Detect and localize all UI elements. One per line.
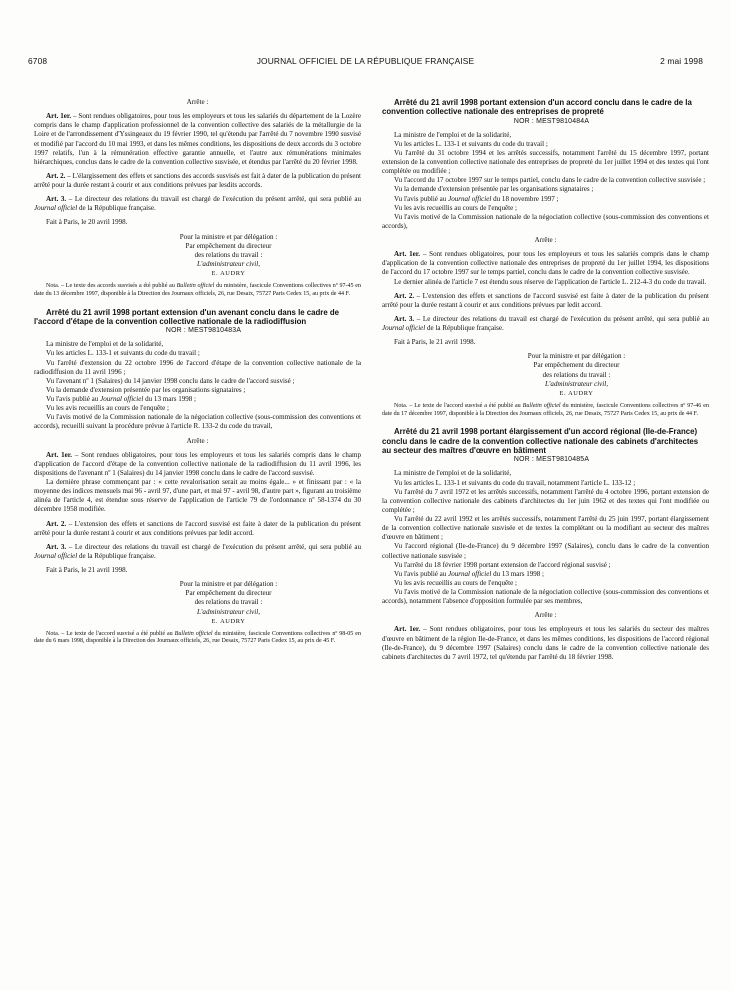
nota-note: Nota. – Le texte de l'accord susvisé a été publié au Bulletin officiel du ministère, fascicule Conventions collectives nº 98-05 en date du 6 mars 1998, disponible à la Direction des Journaux officiels, 26, rue Desaix, 75727 Paris Cedex 15, au prix de 45 F.	[34, 630, 361, 645]
recital: Vu l'avenant nº 1 (Salaires) du 14 janvier 1998 conclu dans le cadre de l'accord susvisé ;	[46, 376, 295, 385]
recital: Vu la demande d'extension présentée par les organisations signataires ;	[46, 385, 246, 394]
recital: Vu l'accord du 17 octobre 1997 sur le temps partiel, conclu dans le cadre de la convention collective susvisée ;	[394, 176, 706, 185]
recital: Vu l'accord régional (Ile-de-France) du 9 décembre 1997 (Salaires), conclu dans le cadre de la convention collective nationale susvisée ;	[382, 542, 709, 560]
recital: Vu l'arrêté du 31 octobre 1994 et les arrêtés successifs, notamment l'arrêté du 15 décembre 1997, portant extension de la convention collective nationale des entreprises de propreté du 1er juillet 1994 et des textes qui l'ont complétée ou modifiée ;	[382, 148, 709, 176]
recital: Vu l'arrêté du 22 avril 1992 et les arrêtés successifs, notamment l'arrêté du 25 juin 1997, portant élargissement de la convention collective nationale susvisée et de textes la complétant ou la modifiant au secteur des maîtres d'œuvre en bâtiment ;	[382, 515, 709, 542]
fait-a-paris: Fait à Paris, le 21 avril 1998.	[46, 566, 128, 574]
recital: Vu la demande d'extension présentée par les organisations signataires ;	[394, 185, 594, 194]
recital: Vu les articles L. 133-1 et suivants du code du travail, notamment l'article L. 133-12 ;	[394, 478, 636, 487]
recital: Vu l'arrêté du 18 février 1998 portant extension de l'accord régional susvisé ;	[394, 560, 611, 569]
fait-a-paris: Fait à Paris, le 21 avril 1998.	[394, 338, 476, 347]
signature-line: des relations du travail :	[194, 250, 263, 259]
article-1: Art. 1er. – Sont rendues obligatoires, pour tous les employeurs et tous les salariés compris dans le champ d'application de l'accord d'étape de la convention collective nationale de la radiodiffusion du 11 avril 1996, les dispositions de l'avenant nº 1 (Salaires) du 14 janvier 1998 conclu dans le cadre de l'accord susvisé.	[34, 450, 361, 477]
recital: La ministre de l'emploi et de la solidarité,	[46, 340, 164, 349]
decree-title: Arrêté du 21 avril 1998 portant extension d'un accord conclu dans le cadre de la convention collective nationale des entreprises de propreté	[382, 98, 692, 117]
arrete-heading: Arrête :	[186, 98, 209, 106]
article-1-extra: La dernière phrase commençant par : « cette revalorisation serait au moins égale... » et finissant par : « la moyenne des indices mensuels mai 96 - avril 97, d'une part, et mai 97 - avril 98, d'autre part », figurant au troisième alinéa de l'article 4, est étendue sous réserve de l'application de l'article 79 de l'ordonnance nº 58-1374 du 30 décembre 1958 modifiée.	[34, 478, 361, 514]
arrete-heading: Arrête :	[534, 236, 557, 245]
signature-line: Par empêchement du directeur	[533, 361, 620, 370]
nor-reference: NOR : MEST9810485A	[513, 456, 590, 464]
signature-line: Par empêchement du directeur	[185, 589, 272, 598]
arrete-heading: Arrête :	[186, 436, 209, 445]
page-header	[28, 56, 703, 66]
arrete-heading: Arrête :	[534, 611, 557, 620]
signature-line: L'administrateur civil,	[197, 259, 260, 268]
article-3: Art. 3. – Le directeur des relations du travail est chargé de l'exécution du présent arrêté, qui sera publié au Journal officiel de la République française.	[382, 314, 710, 333]
signature-line: des relations du travail :	[542, 370, 611, 379]
recital: Vu l'arrêté d'extension du 22 octobre 1996 de l'accord d'étape de la convention collective nationale de la radiodiffusion du 11 avril 1996 ;	[34, 358, 361, 376]
decree-title: Arrêté du 21 avril 1998 portant élargissement d'un accord régional (Ile-de-France) conclu dans le cadre de la convention collective nationale des cabinets d'architectes au secteur des maîtres d'œuvre en bâtiment	[382, 427, 699, 455]
issue-date: 2 mai 1998	[660, 56, 703, 66]
signature-line: L'administrateur civil,	[197, 607, 260, 616]
nota-note: Nota. – Le texte des accords susvisés a été publié au Bulletin officiel du ministère, fascicule Conventions collectives nº 97-45 en date du 13 décembre 1997, disponible à la Direction des Journaux officiels, 26, rue Desaix, 75727 Paris Cedex 15, au prix de 44 F.	[34, 283, 362, 297]
decree-title: Arrêté du 21 avril 1998 portant extension d'un avenant conclu dans le cadre de l'accord d'étape de la convention collective nationale de la radiodiffusion	[34, 307, 340, 326]
article-1: Art. 1er. – Sont rendues obligatoires, pour tous les employeurs et tous les salariés du secteur des maîtres d'œuvre en bâtiment de la région Ile-de-France, et dans les mêmes conditions, les dispositions de l'accord régional (Ile-de-France), du 9 décembre 1997 (Salaires) conclu dans le cadre de la convention collective nationale des cabinets d'architectes du 7 avril 1972, tel qu'étendu par l'arrêté du 18 février 1998.	[382, 625, 709, 661]
fait-a-paris: Fait à Paris, le 20 avril 1998.	[46, 218, 128, 227]
signature-line: Pour la ministre et par délégation :	[179, 580, 278, 589]
right-column	[382, 98, 709, 662]
signatory-name: E. AUDRY	[559, 389, 594, 397]
article-1: Art. 1er. – Sont rendues obligatoires, pour tous les employeurs et tous les salariés compris dans le champ d'application de la convention collective nationale des entreprises de propreté du 1er juillet 1994, les dispositions de l'accord du 17 octobre 1997 sur le temps partiel, conclu dans le cadre de la convention collective susvisée.	[382, 250, 709, 277]
article-3: Art. 3. – Le directeur des relations du travail est chargé de l'exécution du présent arrêté, qui sera publié au Journal officiel de la République française.	[34, 195, 362, 213]
journal-title: JOURNAL OFFICIEL DE LA RÉPUBLIQUE FRANÇAISE	[256, 56, 475, 66]
recital: Vu l'avis motivé de la Commission nationale de la négociation collective (sous-commission des conventions et accords), recueilli suivant la procédure prévue à l'article R. 133-2 du code du travail,	[34, 413, 361, 431]
signatory-name: E. AUDRY	[211, 270, 246, 277]
article-1: Art. 1er. – Sont rendues obligatoires, pour tous les employeurs et tous les salariés du département de la Lozère compris dans le champ d'application professionnel de la convention collective des salariés de la métallurgie de la Loire et de l'arrondissement d'Yssingeaux du 19 février 1990, tel qu'étendu par l'arrêté du 7 novembre 1990 susvisé et modifié par l'accord du 10 mai 1993, et dans les mêmes conditions, les dispositions de deux accords du 3 octobre 1997 relatifs, l'un à la rémunération effective garantie annuelle, et l'autre aux rémunérations minimales hiérarchiques, conclus dans le cadre de la convention collective susvisée, et étendus par l'arrêté du 20 février 1998.	[34, 112, 362, 166]
signature-line: L'administrateur civil,	[545, 379, 608, 388]
recital: Vu l'arrêté du 7 avril 1972 et les arrêtés successifs, notamment l'arrêté du 4 octobre 1996, portant extension de la convention collective nationale des cabinets d'architectes du 1er juin 1962 et des textes qui l'ont modifiée ou complétée ;	[382, 487, 709, 514]
signature-line: Par empêchement du directeur	[185, 241, 272, 250]
recital: Vu l'avis motivé de la Commission nationale de la négociation collective (sous-commission des conventions et accords), notamment l'absence d'opposition formulée par ses membres,	[382, 588, 709, 606]
signature-line: Pour la ministre et par délégation :	[527, 352, 626, 361]
signatory-name: E. AUDRY	[211, 617, 246, 625]
nor-reference: NOR : MEST9810483A	[165, 327, 242, 335]
recital: Vu l'avis publié au Journal officiel du 18 novembre 1997 ;	[394, 194, 559, 203]
recital: Vu l'avis motivé de la Commission nationale de la négociation collective (sous-commission des conventions et accords),	[382, 212, 709, 230]
article-1-extra: Le dernier alinéa de l'article 7 est étendu sous réserve de l'application de l'article L. 212-4-3 du code du travail.	[394, 277, 707, 286]
article-2: Art. 2. – L'extension des effets et sanctions de l'accord susvisé est faite à dater de la publication du présent arrêté pour la durée restant à courir et aux conditions prévues par ledit accord.	[34, 519, 362, 537]
recital: Vu les articles L. 133-1 et suivants du code du travail ;	[394, 139, 548, 148]
signature-line: Pour la ministre et par délégation :	[179, 232, 278, 241]
left-column	[34, 98, 361, 646]
recital: Vu l'avis publié au Journal officiel du 13 mars 1998 ;	[46, 395, 197, 403]
article-2: Art. 2. – L'élargissement des effets et sanctions des accords susvisés est fait à dater de la publication du présent arrêté pour la durée restant à courir et aux conditions prévues par lesdits accords.	[34, 171, 362, 189]
nor-reference: NOR : MEST9810484A	[513, 117, 590, 125]
recital: Vu les avis recueillis au cours de l'enquête ;	[46, 404, 169, 413]
recital: Vu les articles L. 133-1 et suivants du code du travail ;	[46, 349, 200, 358]
article-2: Art. 2. – L'extension des effets et sanctions de l'accord susvisé est faite à dater de la publication du présent arrêté pour la durée restant à courir et aux conditions prévues par ledit accord.	[382, 291, 710, 309]
signature-line: des relations du travail :	[194, 598, 263, 607]
page-number: 6708	[28, 56, 48, 66]
recital: Vu les avis recueillis au cours de l'enquête ;	[394, 203, 517, 212]
recital: La ministre de l'emploi et de la solidarité,	[394, 130, 512, 139]
recital: La ministre de l'emploi et de la solidarité,	[394, 469, 512, 478]
recital: Vu l'avis publié au Journal officiel du 13 mars 1998 ;	[394, 569, 545, 578]
recital: Vu les avis recueillis au cours de l'enquête ;	[394, 578, 517, 587]
nota-note: Nota. – Le texte de l'accord susvisé a été publié au Bulletin officiel du ministère, fascicule Conventions collectives nº 97-46 en date du 17 décembre 1997, disponible à la Direction des Journaux officiels, 26, rue Desaix, 75727 Paris Cedex 15, au prix de 44 F.	[382, 402, 709, 417]
article-3: Art. 3. – Le directeur des relations du travail est chargé de l'exécution du présent arrêté, qui sera publié au Journal officiel de la République française.	[34, 542, 362, 560]
